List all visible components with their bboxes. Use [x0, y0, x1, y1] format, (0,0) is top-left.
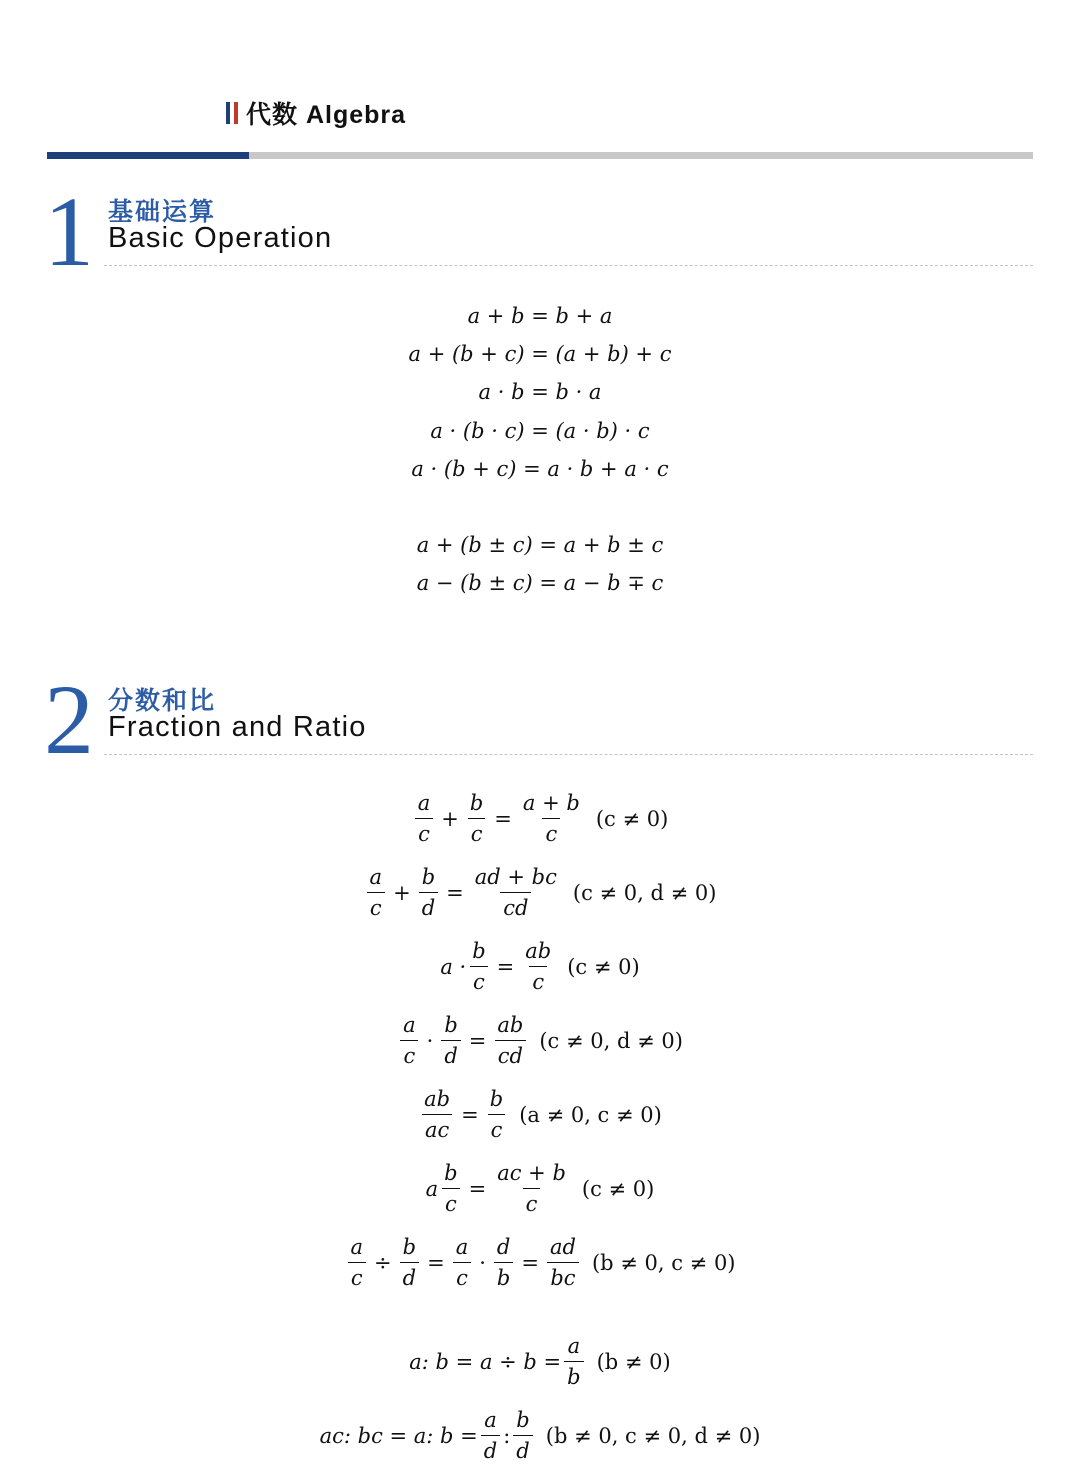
section-divider [104, 754, 1033, 755]
fraction: $\frac{a}{c}$ [400, 1012, 419, 1069]
fraction: $\frac{ab}{c}$ [525, 939, 552, 994]
formula [0, 457, 1080, 481]
formula-text: (b ≠ 0) [596, 1349, 671, 1374]
formula-text: ÷ [374, 1250, 392, 1275]
section-number: 2 [44, 664, 94, 775]
formula-text: + [441, 806, 459, 831]
formula-text: a + b = b + a [467, 304, 613, 328]
formula [0, 380, 1080, 404]
formula [0, 1407, 1080, 1464]
formula [0, 304, 1080, 328]
section-title-en: Fraction and Ratio [108, 711, 367, 743]
formula-text: = [468, 1028, 487, 1053]
formula-text: (b ≠ 0, c ≠ 0, d ≠ 0) [545, 1423, 761, 1448]
fraction: $\frac{b}{d}$ [513, 1407, 532, 1464]
formula-text: = [461, 1102, 479, 1127]
formula-text: a · (b + c) = a · b + a · c [411, 457, 669, 481]
formula-text: a + (b ± c) = a + b ± c [416, 533, 664, 557]
formula-text: = [494, 806, 512, 831]
header-rule-accent [47, 152, 249, 159]
section-title-en: Basic Operation [108, 222, 333, 254]
fraction: $\frac{d}{b}$ [494, 1234, 513, 1291]
fraction: $\frac{ac + b}{c}$ [497, 1161, 566, 1216]
section-number: 1 [44, 176, 94, 287]
fraction: $\frac{ad + bc}{cd}$ [474, 865, 557, 920]
section-title-cn: 分数和比 [108, 687, 217, 715]
formula-text: (c ≠ 0) [567, 954, 640, 979]
fraction: $\frac{a}{c}$ [415, 790, 434, 847]
formula-text: (a ≠ 0, c ≠ 0) [519, 1102, 662, 1127]
formula-text: : [503, 1423, 511, 1448]
fraction: $\frac{a + b}{c}$ [522, 791, 580, 846]
formula-text: a − (b ± c) = a − b ∓ c [416, 571, 664, 595]
fraction: $\frac{a}{c}$ [347, 1234, 366, 1291]
formula-text: (c ≠ 0) [595, 806, 669, 831]
formula-text: (b ≠ 0, c ≠ 0) [591, 1250, 736, 1275]
formula [0, 1086, 1080, 1143]
formula [0, 1160, 1080, 1217]
formula [0, 571, 1080, 595]
formula [0, 1234, 1080, 1291]
formula [0, 864, 1080, 921]
formula-text: · [426, 1028, 434, 1053]
document-title: 代数 Algebra [246, 101, 407, 129]
fraction: $\frac{a}{c}$ [453, 1234, 472, 1291]
formula-text: = [468, 1176, 487, 1201]
formula-text: a · (b · c) = (a · b) · c [430, 419, 650, 443]
fraction: $\frac{b}{d}$ [441, 1012, 460, 1069]
fraction: $\frac{b}{d}$ [419, 864, 438, 921]
formula-text: (c ≠ 0) [581, 1176, 655, 1201]
formula [0, 342, 1080, 366]
fraction: $\frac{ab}{cd}$ [494, 1012, 526, 1069]
formula-text: = [446, 880, 464, 905]
fraction: $\frac{a}{c}$ [367, 864, 386, 921]
formula-text: a: b = a ÷ b = [409, 1349, 562, 1374]
formula-text: a + (b + c) = (a + b) + c [408, 342, 672, 366]
fraction: $\frac{ab}{ac}$ [421, 1086, 453, 1143]
fraction: $\frac{a}{b}$ [564, 1333, 583, 1390]
formula-text: a · b = b · a [478, 380, 602, 404]
section-divider [104, 265, 1033, 266]
formula-text: a · [440, 954, 467, 979]
fraction: $\frac{b}{c}$ [467, 790, 486, 847]
formula-text: = [521, 1250, 539, 1275]
formula [0, 1012, 1080, 1069]
formula-text: (c ≠ 0, d ≠ 0) [572, 880, 717, 905]
formula-text: a [425, 1176, 439, 1201]
fraction: $\frac{b}{c}$ [487, 1086, 506, 1143]
fraction: $\frac{b}{d}$ [400, 1234, 419, 1291]
fraction: $\frac{b}{c}$ [441, 1160, 460, 1217]
formula [0, 533, 1080, 557]
document-header [226, 98, 406, 128]
section-title-cn: 基础运算 [108, 198, 217, 226]
fraction: $\frac{ad}{bc}$ [547, 1234, 579, 1291]
formula-text: + [393, 880, 411, 905]
flag-mark-icon [226, 102, 238, 124]
fraction: $\frac{b}{c}$ [469, 938, 488, 995]
formula-text: = [496, 954, 515, 979]
formula [0, 790, 1080, 847]
formula [0, 1333, 1080, 1390]
fraction: $\frac{a}{d}$ [481, 1407, 500, 1464]
formula-text: · [479, 1250, 486, 1275]
formula-text: (c ≠ 0, d ≠ 0) [539, 1028, 683, 1053]
formula-text: = [427, 1250, 445, 1275]
formula [0, 938, 1080, 995]
formula-text: ac: bc = a: b = [319, 1423, 478, 1448]
formula [0, 419, 1080, 443]
